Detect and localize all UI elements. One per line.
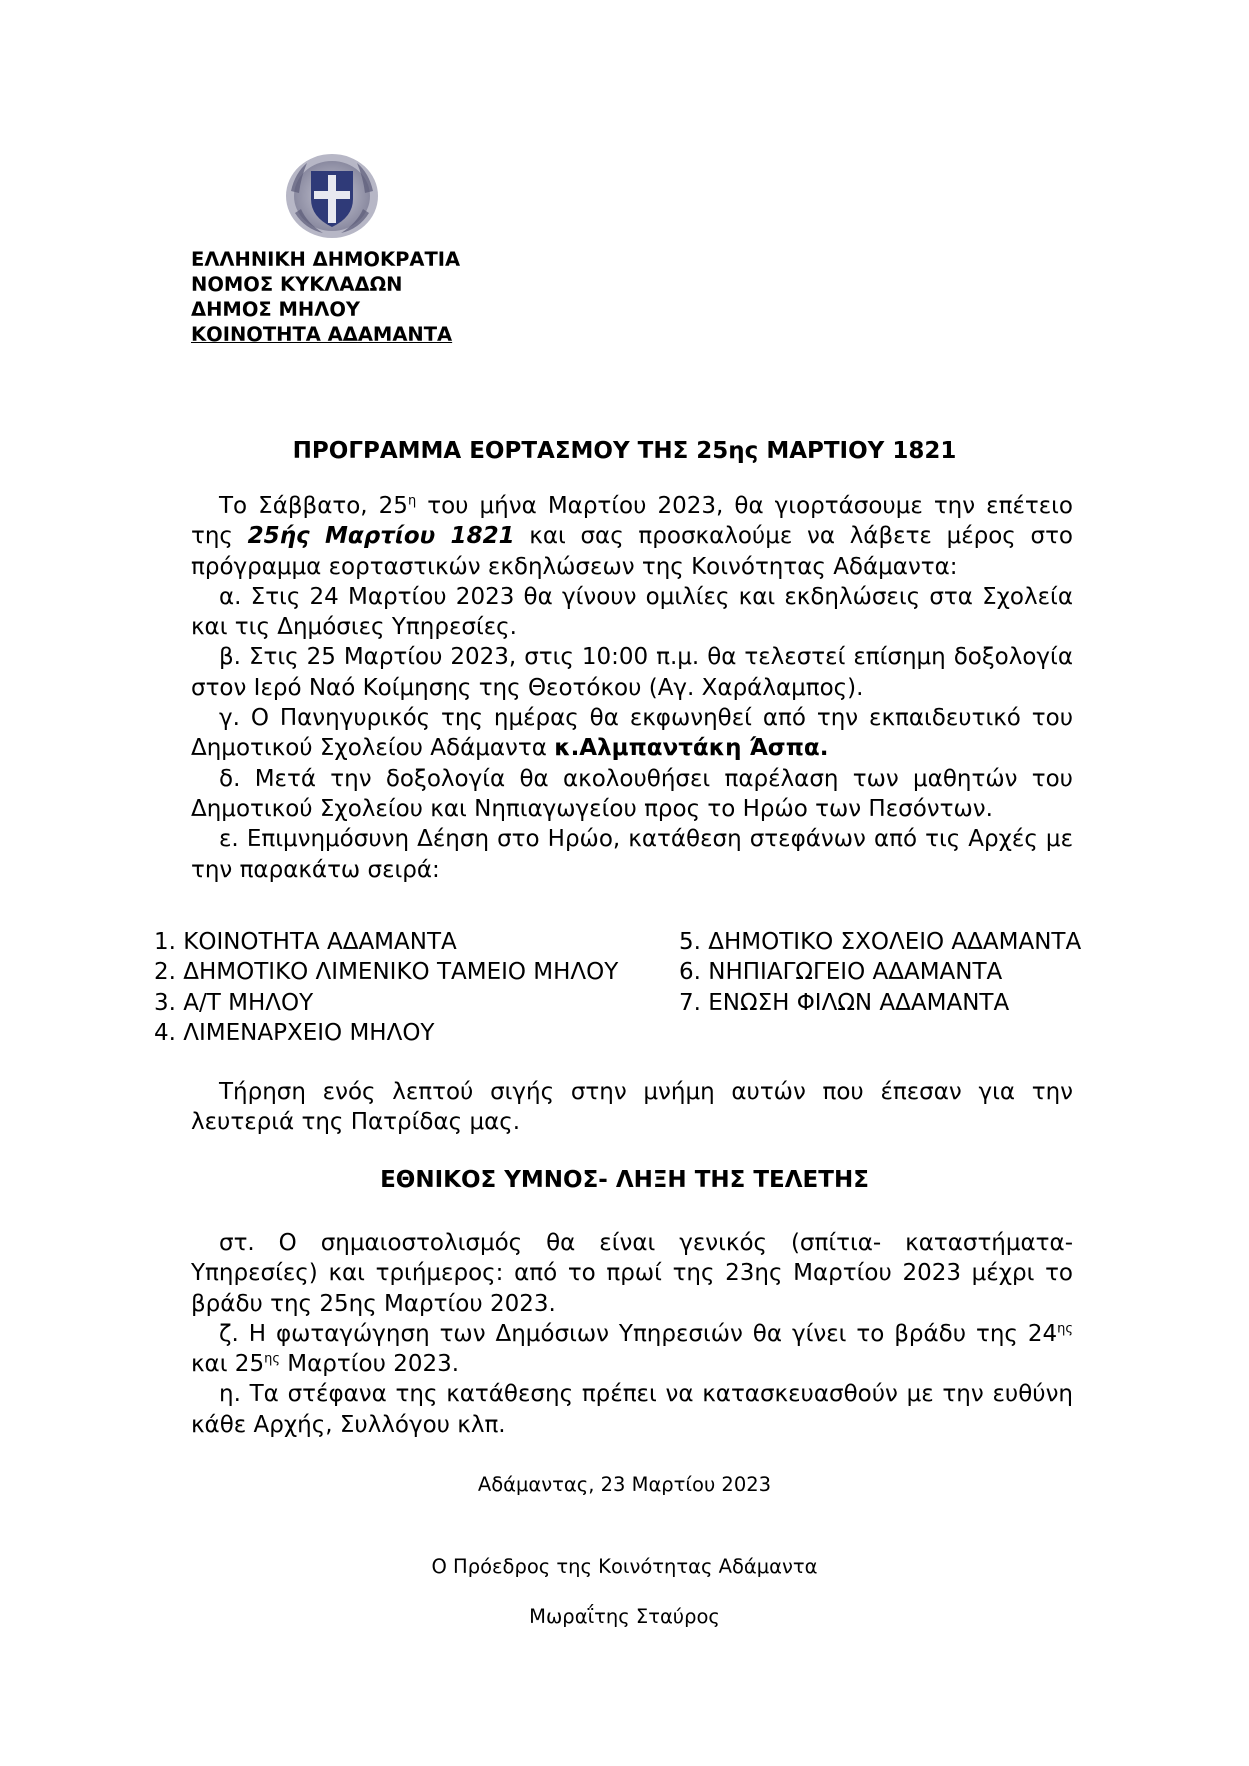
issuer-header	[191, 247, 460, 347]
item-e: ε. Επιμνημόσυνη Δέηση στο Ηρώο, κατάθεση στεφάνων από τις Αρχές με την παρακάτω σειρά:	[191, 826, 1073, 883]
wreath-order-list-left	[154, 927, 618, 1048]
signer-name: Μωραΐτης Σταύρος	[529, 1605, 720, 1628]
list-item: 4. ΛΙΜΕΝΑΡΧΕΙΟ ΜΗΛΟΥ	[154, 1019, 435, 1046]
minute-of-silence: Τήρηση ενός λεπτού σιγής στην μνήμη αυτών που έπεσαν για την λευτεριά της Πατρίδας μας.	[191, 1079, 1073, 1136]
hellenic-republic-emblem	[283, 151, 381, 241]
speaker-name: κ.Αλμπαντάκη Άσπα.	[554, 735, 829, 762]
item-b: β. Στις 25 Μαρτίου 2023, στις 10:00 π.μ. θα τελεστεί επίσημη δοξολογία στον Ιερό Ναό Κοίμησης της Θεοτόκου (Αγ. Χαράλαμπος).	[191, 644, 1073, 701]
list-item: 3. Α/Τ ΜΗΛΟΥ	[154, 989, 314, 1016]
item-d: δ. Μετά την δοξολογία θα ακολουθήσει παρέλαση των μαθητών του Δημοτικού Σχολείου και Νηπιαγωγείου προς το Ηρώο των Πεσόντων.	[191, 765, 1073, 822]
program-body	[191, 491, 1073, 885]
item-st: στ. Ο σημαιοστολισμός θα είναι γενικός (σπίτια- καταστήματα- Υπηρεσίες) και τριήμερος: από το πρωί της 23ης Μαρτίου 2023 μέχρι το βράδυ της 25ης Μαρτίου 2023.	[191, 1230, 1073, 1317]
wreath-order-list-right	[679, 927, 1081, 1018]
intro-paragraph: Το Σάββατο, $25^\eta$ του μήνα Μαρτίου 2023, θα γιορτάσουμε την επέτειο της 25ής Μαρτίου 1821 και σας προσκαλούμε να λάβετε μέρος στο πρόγραμμα εορταστικών εκδηλώσεων της Κοινότητας Αδάμαντα:	[191, 493, 1074, 580]
list-item: 7. ΕΝΩΣΗ ΦΙΛΩΝ ΑΔΑΜΑΝΤΑ	[679, 989, 1010, 1016]
additional-instructions	[191, 1228, 1073, 1440]
anthem-heading: ΕΘΝΙΚΟΣ ΥΜΝΟΣ- ΛΗΞΗ ΤΗΣ ΤΕΛΕΤΗΣ	[380, 1167, 869, 1193]
header-municipality: ΔΗΜΟΣ ΜΗΛΟΥ	[191, 298, 361, 321]
header-country: ΕΛΛΗΝΙΚΗ ΔΗΜΟΚΡΑΤΙΑ	[191, 248, 461, 271]
list-item: 6. ΝΗΠΙΑΓΩΓΕΙΟ ΑΔΑΜΑΝΤΑ	[679, 959, 1003, 986]
item-h: η. Τα στέφανα της κατάθεσης πρέπει να κατασκευασθούν με την ευθύνη κάθε Αρχής, Συλλόγου κλπ.	[191, 1381, 1073, 1438]
list-item: 5. ΔΗΜΟΤΙΚΟ ΣΧΟΛΕΙΟ ΑΔΑΜΑΝΤΑ	[679, 929, 1082, 955]
item-c: γ. Ο Πανηγυρικός της ημέρας θα εκφωνηθεί από την εκπαιδευτικό του Δημοτικού Σχολείου Αδάμαντα κ.Αλμπαντάκη Άσπα.	[191, 705, 1073, 762]
item-z: ζ. Η φωταγώγηση των Δημόσιων Υπηρεσιών θα γίνει το βράδυ της $24^{\eta\varsigma}$ και $25^{\eta\varsigma}$ Μαρτίου 2023.	[191, 1320, 1073, 1378]
item-a: α. Στις 24 Μαρτίου 2023 θα γίνουν ομιλίες και εκδηλώσεις στα Σχολεία και τις Δημόσιες Υπηρεσίες.	[191, 583, 1073, 641]
document-title: ΠΡΟΓΡΑΜΜΑ ΕΟΡΤΑΣΜΟΥ ΤΗΣ 25ης ΜΑΡΤΙΟΥ 1821	[292, 438, 957, 464]
list-item: 2. ΔΗΜΟΤΙΚΟ ΛΙΜΕΝΙΚΟ ΤΑΜΕΙΟ ΜΗΛΟΥ	[154, 959, 619, 986]
signer-title: Ο Πρόεδρος της Κοινότητας Αδάμαντα	[431, 1555, 818, 1578]
place-and-date: Αδάμαντας, 23 Μαρτίου 2023	[477, 1473, 772, 1496]
header-community: ΚΟΙΝΟΤΗΤΑ ΑΔΑΜΑΝΤΑ	[191, 323, 453, 346]
header-prefecture: ΝΟΜΟΣ ΚΥΚΛΑΔΩΝ	[191, 273, 403, 296]
highlighted-date: 25ής Μαρτίου 1821	[247, 523, 515, 550]
list-item: 1. ΚΟΙΝΟΤΗΤΑ ΑΔΑΜΑΝΤΑ	[154, 929, 457, 955]
